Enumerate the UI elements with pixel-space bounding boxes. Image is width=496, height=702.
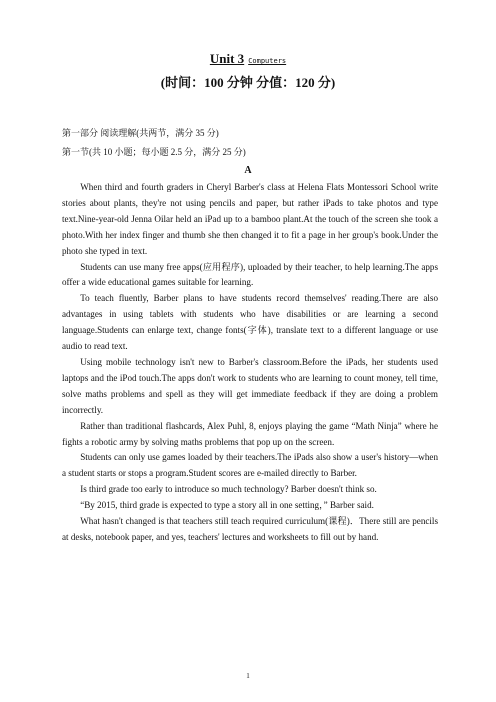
paragraph: To teach fluently, Barber plans to have students record themselves' reading.There are also advantages in using tablets with students who have disabilities or are learning a second language.Students can enlarge text, change fonts(字体), translate text to a different language or use audio to read text. — [62, 293, 438, 352]
passage-label: A — [244, 165, 252, 176]
part-heading: 第一部分 阅读理解(共两节，满分 35 分) — [62, 128, 219, 138]
paragraph: “By 2015, third grade is expected to type a story all in one setting，” Barber said. — [80, 500, 374, 511]
paragraph: Rather than traditional flashcards, Alex Puhl, 8, enjoys playing the game “Math Ninja” where he fights a robotic army by solving maths problems that pop up on the screen. — [62, 420, 438, 447]
paragraph: Students can only use games loaded by their teachers.The iPads also show a user's history—when a student starts or stops a program.Student scores are e-mailed directly to Barber. — [62, 452, 438, 479]
paragraph: Is third grade too early to introduce so much technology? Barber doesn't think so. — [80, 484, 377, 495]
title-row — [0, 50, 496, 68]
unit-title: Unit 3 — [209, 51, 245, 66]
paragraph: Students can use many free apps(应用程序), uploaded by their teacher, to help learning.The apps offer a wide educational games suitable for learning. — [62, 261, 438, 288]
paragraph: Using mobile technology isn't new to Barber's classroom.Before the iPads, her students used laptops and the iPod touch.The apps don't work to students who are learning to count money, tell time, solve maths problems and spell as they will get immediate feedback if they are doing a problem incorrectly. — [62, 356, 438, 415]
page-number: 1 — [246, 672, 250, 680]
passage-body — [62, 180, 438, 546]
section-heading: 第一节(共 10 小题；每小题 2.5 分，满分 25 分) — [62, 147, 246, 157]
paragraph: What hasn't changed is that teachers still teach required curriculum(课程)．There still are pencils at desks, notebook paper, and yes, teachers' lectures and worksheets to fill out by hand. — [62, 516, 438, 542]
exam-info: (时间：100 分钟 分值：120 分) — [160, 75, 336, 90]
unit-subject: Computers — [248, 57, 287, 65]
paragraph: When third and fourth graders in Cheryl Barber's class at Helena Flats Montessori School write stories about plants, they're not using pencils and paper, but rather iPads to take photos and type text.Nine-year-old Jenna Oilar held an iPad up to a bamboo plant.At the touch of the screen she took a photo.With her index finger and thumb she then changed it to fit a page in her group's book.Under the photo she typed in text. — [62, 182, 438, 256]
